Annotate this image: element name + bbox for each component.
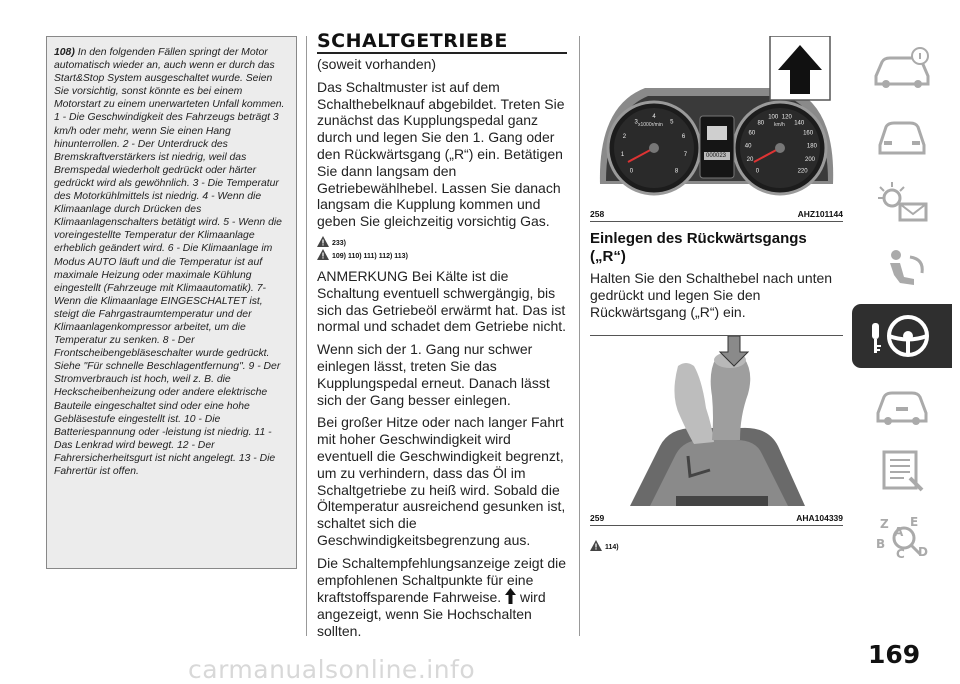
warning-triangle-icon: [317, 236, 329, 247]
section-heading: SCHALTGETRIEBE: [317, 30, 508, 52]
tacho-tick-label: 7: [683, 152, 688, 159]
warning-triangle-icon: [590, 540, 602, 551]
tab-safety[interactable]: [852, 237, 952, 301]
tab-vehicle-info[interactable]: [852, 36, 952, 100]
figure-code: AHA104339: [796, 513, 843, 524]
warning-ref-text: 114): [605, 544, 619, 552]
warning-ref-text: 233): [332, 239, 347, 247]
tacho-tick-label: 0: [629, 168, 634, 175]
figure-259: [590, 336, 843, 526]
key-steering-icon: [866, 311, 938, 361]
speed-tick-label: 200: [804, 157, 816, 164]
note-number: 108): [54, 47, 75, 58]
speed-tick-label: 20: [746, 157, 754, 164]
figure-caption: [590, 209, 843, 222]
upshift-arrow-icon: [505, 588, 516, 604]
figure-number: 259: [590, 513, 605, 524]
speed-tick-label: 160: [803, 130, 814, 137]
paragraph-3: Wenn sich der 1. Gang nur schwer einlegen lässt, treten Sie das Kupplungspedal erneut. Danach lässt sich der Gang besser einlegen.: [317, 341, 550, 408]
tab-lights[interactable]: [852, 103, 952, 167]
speed-tick-label: 0: [755, 168, 760, 175]
svg-text:E: E: [910, 515, 919, 529]
warning-reference: [590, 540, 843, 551]
warning-reference: [317, 249, 569, 260]
speed-unit-label: km/h: [774, 122, 785, 128]
column-divider: [306, 36, 307, 636]
tab-starting-driving[interactable]: [852, 304, 952, 368]
tacho-tick-label: 3: [634, 119, 638, 126]
warning-triangle-icon: [317, 249, 329, 260]
instrument-cluster-illustration: [590, 36, 843, 204]
figure-code: AHZ101144: [797, 209, 843, 219]
tacho-tick-label: 6: [681, 133, 686, 140]
warning-reference: [317, 236, 569, 247]
maintenance-list-icon: [870, 448, 934, 492]
heading-rule: [317, 52, 567, 54]
tacho-tick-label: 8: [674, 168, 679, 175]
tacho-tick-label: 1: [620, 152, 625, 159]
reverse-gear-text: Halten Sie den Schalthebel nach unten gedrückt und legen Sie den Rückwärtsgang („R“) ein.: [590, 270, 833, 320]
index-abc-icon: [870, 512, 934, 562]
paragraph-1: Das Schaltmuster ist auf dem Schalthebelknauf abgebildet. Treten Sie zunächst das Kupplungspedal ganz durch und legen Sie den 1. Gang oder den Rückwärtsgang („R“) ein. Betätigen Sie dann langsam den Getriebewählhebel. Lassen Sie danach langsam die Kupplung kommen und geben Sie gleichzeitig vorsichtig Gas.: [317, 78, 565, 230]
svg-text:B: B: [876, 537, 886, 551]
tab-emergency[interactable]: [852, 371, 952, 435]
speed-tick-label: 180: [806, 143, 817, 150]
car-info-icon: [870, 46, 934, 90]
paragraph-4: Bei großer Hitze oder nach langer Fahrt mit hoher Geschwindigkeit wird eventuell die Geschwindigkeit begrenzt, um zu verhindern, dass das Öl im Schaltgetriebe zu heiß wird. Sobald die Öltemperatur ausreichend gesunken ist, schaltet sich die Geschwindigkeitsbegrenzung aus.: [317, 414, 566, 548]
figure-258: [590, 36, 843, 222]
tacho-tick-label: 4: [652, 114, 656, 120]
paragraph-2: ANMERKUNG Bei Kälte ist die Schaltung eventuell schwergängig, bis sich das Getriebeöl erwärmt hat. Das ist normal und schadet dem Getriebe nicht.: [317, 267, 567, 335]
speed-tick-label: 80: [757, 120, 765, 127]
watermark: carmanualsonline.info: [188, 655, 476, 684]
tab-warning-lights[interactable]: [852, 170, 952, 234]
tacho-unit-label: x1000r/min: [638, 122, 663, 128]
page-number: 169: [868, 640, 921, 669]
tab-index[interactable]: [852, 505, 952, 569]
paragraph-5-start: Die Schaltempfehlungsanzeige zeigt die empfohlenen Schaltpunkte für eine kraftstoffsparende Fahrweise.: [317, 554, 567, 606]
car-lights-icon: [870, 113, 934, 157]
speed-tick-label: 120: [781, 114, 792, 121]
speed-tick-label: 140: [794, 120, 805, 127]
svg-text:Z: Z: [880, 517, 889, 531]
gear-shift-illustration: [590, 336, 843, 508]
figure-number: 258: [590, 209, 605, 219]
speed-tick-label: 100: [768, 114, 779, 121]
note-text: In den folgenden Fällen springt der Motor automatisch wieder an, auch wenn er durch das Start&Stop System ausgeschaltet wurde. Seien Sie vorsichtig, sonst könnte es bei einem Motorstart zu einem unerwarteten Unfall kommen. 1 - Die Geschwindigkeit des Fahrzeugs beträgt 3 km/h oder mehr, wenn Sie einen Hang hinunterrollen. 2 - Der Unterdruck des Bremskraftverstärkers ist niedrig, weil das Bremspedal wiederholt gedrückt oder härter gedrückt wird als gewöhnlich. 3 - Die Temperatur des Motorkühlmittels ist niedrig. 4 - Wenn die Klimaanlage durch Drücken des Klimaanlagenschalters betätigt wird. 5 - Wenn die voreingestellte Temperatur der Klimaanlage erheblich geändert wird. 6 - Die Klimaanlage im Modus AUTO läuft und die Temperatur ist auf maximale Heizung oder maximale Kühlung eingestellt (Fahrzeuge mit Klimaautomatik). 7- Wenn die Klimaanlage EINGESCHALTET ist, steigt die Fahrgastraumtemperatur und der Klimaanlagenkompressor arbeitet, um die Temperatur zu senken. 8 - Der Frontscheibengebläseschalter wurde gedrückt. Siehe "Für schnelle Beschlagentfernung". 9 - Der Stromverbrauch ist hoch, weil z. B. die Heckscheibenheizung oder andere elektrische Bauteile eingeschaltet sind oder eine hohe Gebläsestufe eingestellt ist. 10 - Die Batteriespannung oder -leistung ist niedrig. 11 - Das Lenkrad wird bewegt. 12 - Der Fahrersicherheitsgurt ist nicht angelegt. 13 - Die Fahrertür ist offen.: [54, 47, 285, 477]
right-column: [590, 36, 843, 553]
svg-text:A: A: [894, 525, 904, 539]
column-divider: [579, 36, 580, 636]
reverse-gear-heading: Einlegen des Rückwärtsgangs („R“): [590, 230, 807, 265]
odometer-readout: 000023: [706, 153, 727, 159]
speed-tick-label: 220: [797, 168, 808, 175]
warning-lights-icon: [870, 180, 934, 224]
safety-airbag-icon: [870, 247, 934, 291]
paragraph-5: [317, 555, 569, 640]
paragraph-5-end: wird angezeigt, wenn Sie Hochschalten sollten.: [317, 589, 546, 639]
warning-ref-text: 109) 110) 111) 112) 113): [332, 252, 408, 260]
manual-transmission-section: [317, 30, 569, 646]
section-subtitle: (soweit vorhanden): [317, 56, 437, 72]
svg-text:C: C: [896, 547, 905, 561]
speed-tick-label: 60: [748, 130, 756, 137]
figure-caption: [590, 513, 843, 526]
speed-tick-label: 40: [744, 143, 752, 150]
warning-note-box: [46, 36, 297, 569]
tab-maintenance[interactable]: [852, 438, 952, 502]
svg-text:D: D: [918, 545, 928, 559]
tacho-tick-label: 2: [622, 133, 627, 140]
car-emergency-icon: [870, 381, 934, 425]
tacho-tick-label: 5: [670, 119, 674, 126]
chapter-tabs: [852, 36, 960, 572]
